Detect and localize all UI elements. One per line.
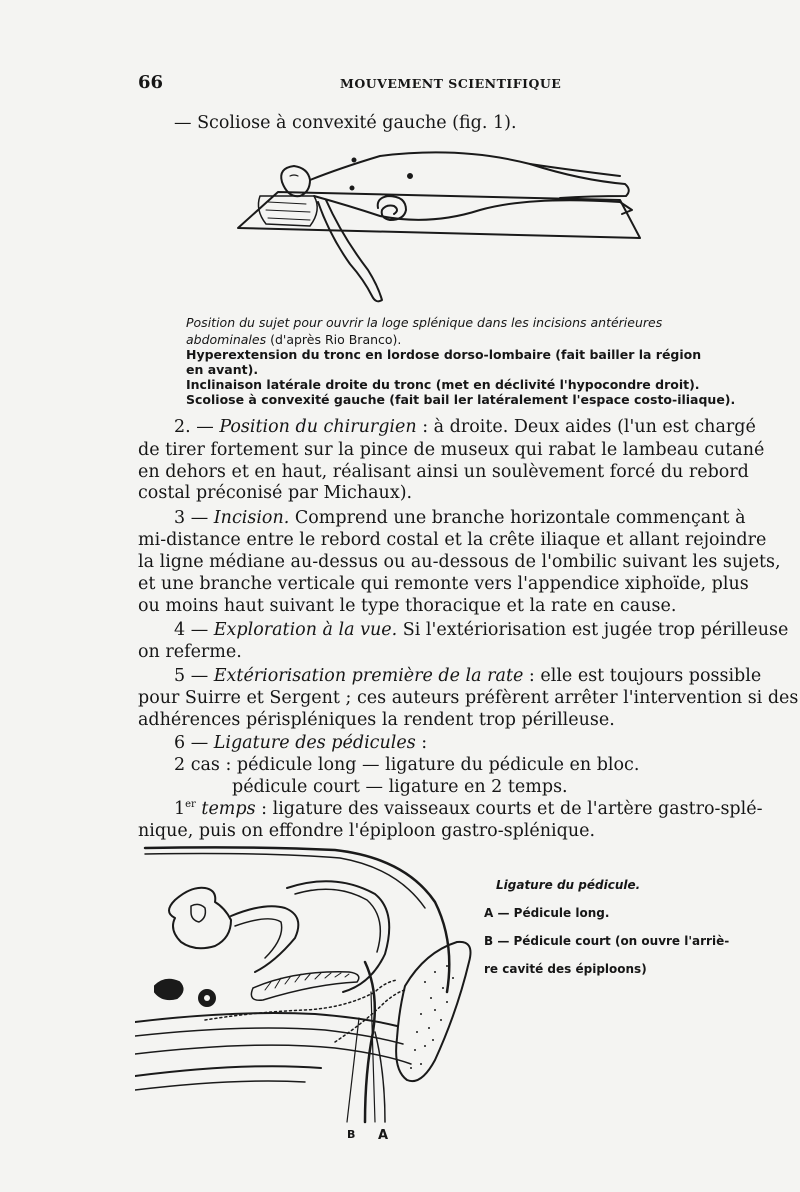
para4-line2: on referme. bbox=[138, 642, 242, 662]
para2-line4: costal préconisé par Michaux). bbox=[138, 483, 413, 503]
para5-line1-rest: : elle est toujours possible bbox=[523, 666, 762, 686]
fig1-caption-line1: Position du sujet pour ouvrir la loge splénique dans les incisions antérieures bbox=[186, 315, 663, 330]
para2-line1-rest: : à droite. Deux aides (l'un est chargé bbox=[416, 417, 756, 437]
fig2-caption-title: Ligature du pédicule. bbox=[496, 878, 641, 892]
para4-num: 4 — bbox=[174, 620, 214, 640]
para5-line1 bbox=[174, 666, 761, 686]
para4-title: Exploration à la vue. bbox=[213, 620, 398, 640]
fig1-caption-line6: Scoliose à convexité gauche (fait bail ler latéralement l'espace costo-iliaque). bbox=[186, 392, 736, 407]
fig1-caption-line5: Inclinaison latérale droite du tronc (met en déclivité l'hypocondre droit). bbox=[186, 377, 700, 392]
para3-title: Incision. bbox=[213, 508, 290, 528]
para2-title: Position du chirurgien bbox=[219, 417, 417, 437]
para2-line3: en dehors et en haut, réalisant ainsi un soulèvement forcé du rebord bbox=[138, 462, 749, 482]
para2-line2: de tirer fortement sur la pince de museux qui rabat le lambeau cutané bbox=[138, 440, 765, 460]
para3-line3: la ligne médiane au-dessus ou au-dessous de l'ombilic suivant les sujets, bbox=[138, 552, 781, 572]
fig1-caption-line4: en avant). bbox=[186, 362, 259, 377]
fig2-caption-b2: re cavité des épiploons) bbox=[484, 962, 647, 976]
fig1-caption-line3: Hyperextension du tronc en lordose dorso-lombaire (fait bailler la région bbox=[186, 347, 702, 362]
para2-line1 bbox=[174, 417, 756, 437]
para4-line1 bbox=[174, 620, 788, 640]
para6-title: Ligature des pédicules bbox=[213, 733, 416, 753]
para6-line5: nique, puis on effondre l'épiploon gastro-splénique. bbox=[138, 821, 596, 841]
para5-line2: pour Suirre et Sergent ; ces auteurs préfèrent arrêter l'intervention si des bbox=[138, 688, 799, 708]
fig2-label-a: A bbox=[378, 1128, 389, 1143]
para3-line4: et une branche verticale qui remonte vers l'appendice xiphoïde, plus bbox=[138, 574, 749, 594]
page-number: 66 bbox=[138, 72, 164, 93]
para6-line4-sup: er bbox=[185, 799, 196, 811]
para3-line5: ou moins haut suivant le type thoracique et la rate en cause. bbox=[138, 596, 677, 616]
fig1-caption-line2-rest: (d'après Rio Branco). bbox=[266, 332, 402, 347]
para3-line1-rest: Comprend une branche horizontale commençant à bbox=[289, 508, 746, 528]
para6-title-end: : bbox=[415, 733, 428, 753]
figure-patient-position bbox=[230, 140, 650, 310]
para4-line1-rest: Si l'extériorisation est jugée trop périlleuse bbox=[397, 620, 789, 640]
para6-num: 6 — bbox=[174, 733, 214, 753]
para3-line2: mi-distance entre le rebord costal et la crête iliaque et allant rejoindre bbox=[138, 530, 767, 550]
para5-line3: adhérences périspléniques la rendent trop périlleuse. bbox=[138, 710, 615, 730]
fig2-caption-a: A — Pédicule long. bbox=[484, 906, 610, 920]
para6-line4-num: 1 bbox=[174, 799, 186, 819]
fig1-caption-line2 bbox=[186, 332, 401, 347]
intro-line: — Scoliose à convexité gauche (fig. 1). bbox=[174, 113, 517, 133]
fig2-label-b: B bbox=[347, 1128, 356, 1141]
para6-line4-rest: : ligature des vaisseaux courts et de l'artère gastro-splé- bbox=[255, 799, 763, 819]
running-title: MOUVEMENT SCIENTIFIQUE bbox=[340, 76, 562, 91]
para6-line4-title: temps bbox=[195, 799, 256, 819]
figure-pedicle-ligature bbox=[135, 842, 495, 1152]
para3-line1 bbox=[174, 508, 746, 528]
para2-num: 2. — bbox=[174, 417, 220, 437]
para6-line3: pédicule court — ligature en 2 temps. bbox=[232, 777, 568, 797]
para5-num: 5 — bbox=[174, 666, 214, 686]
para6-line4 bbox=[174, 799, 763, 819]
fig1-caption-line2-italic: abdominales bbox=[186, 332, 267, 347]
para5-title: Extériorisation première de la rate bbox=[213, 666, 524, 686]
para3-num: 3 — bbox=[174, 508, 214, 528]
para6-line2: 2 cas : pédicule long — ligature du pédicule en bloc. bbox=[174, 755, 640, 775]
fig2-caption-b: B — Pédicule court (on ouvre l'arriè- bbox=[484, 934, 730, 948]
para6-line1 bbox=[174, 733, 427, 753]
